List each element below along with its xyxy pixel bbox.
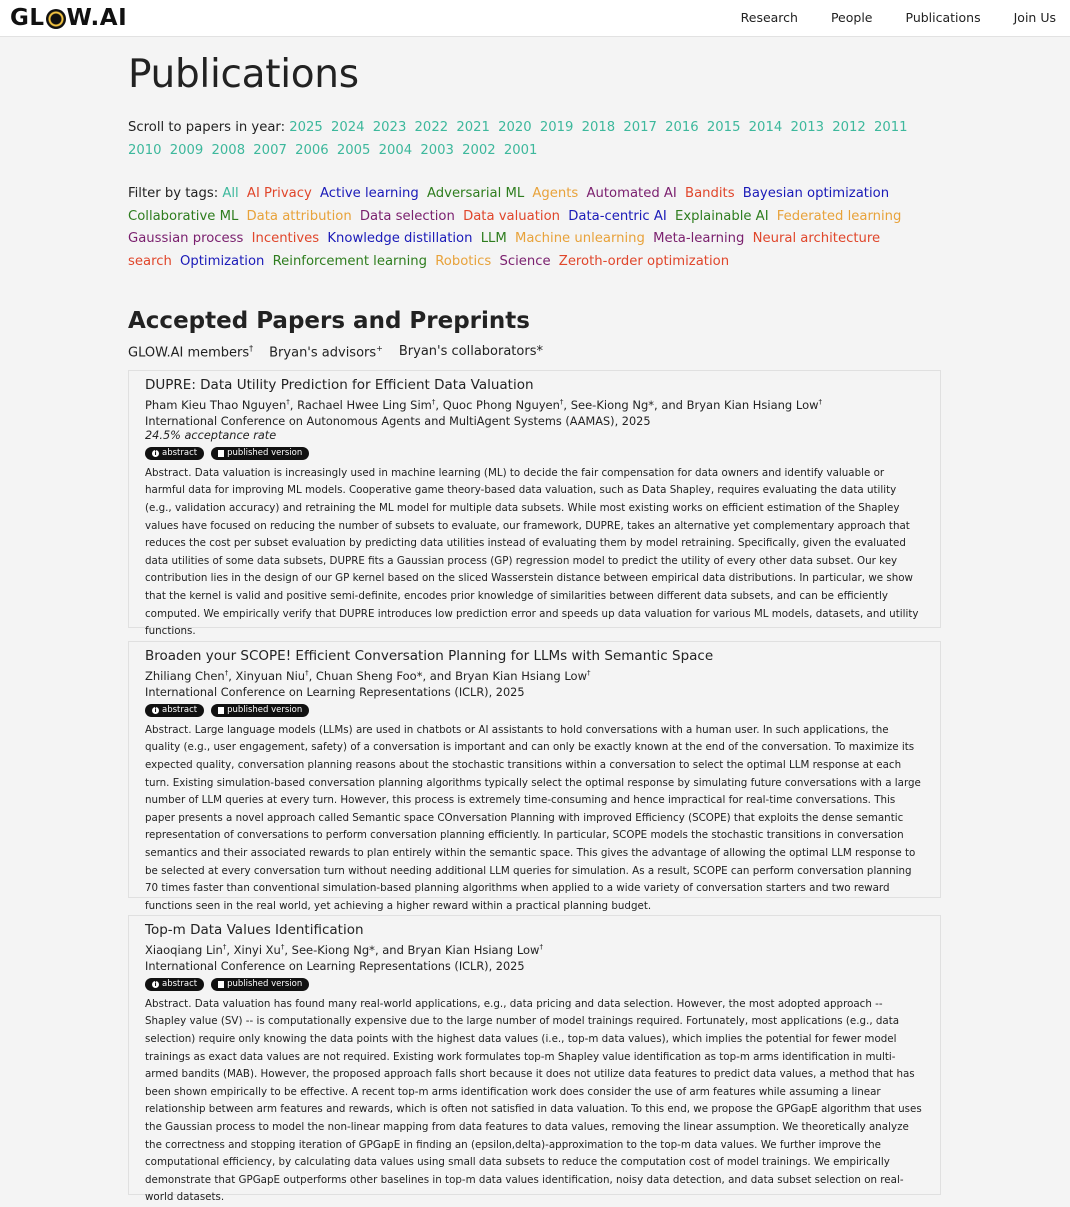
tag-science[interactable]: Science [499, 253, 551, 269]
publication-title: DUPRE: Data Utility Prediction for Efficient Data Valuation [145, 377, 534, 393]
tag-agents[interactable]: Agents [532, 186, 579, 201]
tag-zeroth-order-optimization[interactable]: Zeroth-order optimization [558, 253, 730, 269]
year-link-2023[interactable]: 2023 [372, 120, 407, 135]
author-mark: † [305, 669, 309, 677]
author-name: Zhiliang Chen [145, 668, 225, 683]
author-mark: † [222, 943, 227, 951]
eclipse-logo-icon [46, 9, 66, 29]
tag-incentives[interactable]: Incentives [251, 231, 320, 246]
tag-federated-learning[interactable]: Federated learning [776, 208, 902, 224]
info-icon: i [152, 981, 159, 988]
tag-data-centric-ai[interactable]: Data-centric AI [568, 208, 667, 224]
tag-adversarial-ml[interactable]: Adversarial ML [426, 186, 525, 201]
nav-links [741, 10, 1056, 25]
tag-data-valuation[interactable]: Data valuation [463, 208, 560, 224]
tag-bandits[interactable]: Bandits [685, 186, 735, 201]
year-link-2010[interactable]: 2010 [128, 142, 162, 158]
publication-abstract: Abstract. Large language models (LLMs) are used in chatbots or AI assistants to hold conversations with a human user. In such applications, the quality (e.g., user engagement, safety) of a conversation is important and can only be exactly known at the end of the conversation. To maximize its expected quality, conversation planning reasons about the stochastic transitions within a conversation to select the optimal LLM response at each turn. Existing simulation-based conversation planning algorithms typically select the optimal response by simulating future conversations with a large number of LLM queries at every turn. However, this process is extremely time-consuming and hence impractical for real-time conversations. This paper presents a novel approach called Semantic space COnversation Planning with improved Efficiency (SCOPE) that exploits the dense semantic representation of conversations to perform conversation planning efficiently. In particular, SCOPE models the stochastic transitions in conversation semantics and their associated rewards to plan entirely within the semantic space. This gives the advantage of allowing the optimal LLM response to be selected at every conversation turn without needing additional LLM queries for simulation. As a result, SCOPE can perform conversation planning 70 times faster than conventional simulation-based planning algorithms when applied to a wide variety of conversation starters and two reward functions seen in the real world, yet achieving a higher reward within a practical planning budget. [145, 723, 921, 912]
publication-abstract: Abstract. Data valuation is increasingly used in machine learning (ML) to decide the fair compensation for data owners and identify valuable or harmful data for improving ML models. Cooperative game theory-based data valuation, such as Data Shapley, requires evaluating the data utility (e.g., validation accuracy) and retraining the ML model for multiple data subsets. While most existing works on efficient estimation of the Shapley values have focused on reducing the number of subsets to evaluate, our framework, DUPRE, takes an alternative yet complementary approach that reduces the cost per subset evaluation by predicting data utilities instead of evaluating them by model retraining. Specifically, given the evaluated data utilities of some data subsets, DUPRE fits a Gaussian process (GP) regression model to predict the utility of every other data subset. Our key contribution lies in the design of our GP kernel based on the sliced Wasserstein distance between empirical data distributions. In particular, we show that the kernel is valid and positive semi-definite, encodes prior knowledge of similarities between different data subsets, and can be efficiently computed. We empirically verify that DUPRE introduces low prediction error and speeds up data valuation for various ML models, datasets, and utility functions. [145, 466, 919, 638]
author-name: See-Kiong Ng* [570, 397, 655, 412]
year-link-2018[interactable]: 2018 [581, 120, 616, 135]
year-link-2001[interactable]: 2001 [503, 142, 538, 158]
author-mark: † [286, 398, 290, 406]
author-mark: † [539, 943, 543, 951]
tag-automated-ai[interactable]: Automated AI [586, 186, 677, 201]
glow-ai-logo[interactable] [10, 5, 127, 31]
published-version-label: published version [227, 448, 303, 459]
tag-gaussian-process[interactable]: Gaussian process [128, 231, 244, 246]
year-link-2019[interactable]: 2019 [539, 120, 574, 135]
tag-data-attribution[interactable]: Data attribution [246, 208, 352, 224]
abstract-label: abstract [162, 448, 198, 459]
published-version-label: published version [227, 979, 303, 990]
tag-bayesian-optimization[interactable]: Bayesian optimization [742, 186, 890, 201]
year-link-2008[interactable]: 2008 [211, 142, 246, 158]
publication-authors: Xiaoqiang Lin†, Xinyi Xu†, See-Kiong Ng*, and Bryan Kian Hsiang Low† [145, 942, 543, 957]
year-link-2003[interactable]: 2003 [420, 142, 454, 158]
year-link-2006[interactable]: 2006 [295, 142, 329, 158]
tag-explainable-ai[interactable]: Explainable AI [674, 208, 769, 224]
tag-ai-privacy[interactable]: AI Privacy [246, 186, 312, 201]
info-icon: i [152, 707, 159, 714]
tag-active-learning[interactable]: Active learning [319, 186, 419, 201]
year-link-2022[interactable]: 2022 [414, 120, 449, 135]
filter-label: Filter by tags: [128, 186, 219, 201]
author-mark: † [431, 398, 436, 406]
page-title: Publications [128, 52, 359, 97]
year-link-2013[interactable]: 2013 [790, 120, 824, 135]
author-name: Rachael Hwee Ling Sim [297, 397, 432, 412]
published-version-button[interactable] [211, 978, 309, 991]
info-icon: i [152, 450, 159, 457]
published-version-button[interactable] [211, 704, 309, 717]
nav-link-join-us[interactable]: Join Us [1013, 10, 1056, 25]
abstract-label: abstract [162, 705, 198, 716]
nav-link-publications[interactable]: Publications [905, 10, 981, 25]
author-name: Chuan Sheng Foo* [315, 668, 423, 683]
tag-llm[interactable]: LLM [480, 231, 507, 246]
year-link-2009[interactable]: 2009 [169, 142, 204, 158]
book-icon [218, 450, 224, 457]
publication-title: Top-m Data Values Identification [145, 922, 364, 938]
year-link-2021[interactable]: 2021 [456, 120, 490, 135]
publication-badges [145, 447, 924, 460]
year-link-2007[interactable]: 2007 [253, 142, 287, 158]
author-name: Pham Kieu Thao Nguyen [145, 397, 287, 412]
abstract-label: abstract [162, 979, 198, 990]
tag-optimization[interactable]: Optimization [180, 253, 265, 269]
author-mark: † [559, 398, 564, 406]
author-name: Bryan Kian Hsiang Low [407, 942, 540, 957]
nav-link-research[interactable]: Research [740, 10, 798, 25]
publication-badges [145, 978, 924, 991]
abstract-button[interactable] [145, 978, 204, 991]
tag-filter [128, 183, 928, 273]
publication-card [128, 915, 941, 1204]
author-mark: † [280, 943, 285, 951]
year-scroll-links [128, 117, 942, 162]
legend-advisors: Bryan's advisors+ [269, 344, 383, 361]
logo-text-left: GL [10, 5, 45, 31]
year-link-2011[interactable]: 2011 [873, 120, 908, 135]
publication-authors: Pham Kieu Thao Nguyen†, Rachael Hwee Ling Sim†, Quoc Phong Nguyen†, See-Kiong Ng*, and Bryan Kian Hsiang Low† [145, 397, 823, 412]
author-name: Xiaoqiang Lin [145, 942, 223, 957]
book-icon [218, 707, 224, 714]
publication-badges [145, 704, 924, 717]
publication-title: Broaden your SCOPE! Efficient Conversation Planning for LLMs with Semantic Space [145, 648, 714, 664]
year-link-2016[interactable]: 2016 [665, 120, 699, 135]
year-link-2004[interactable]: 2004 [378, 142, 413, 158]
year-link-2025[interactable]: 2025 [289, 120, 323, 135]
tag-collaborative-ml[interactable]: Collaborative ML [128, 208, 239, 224]
legend-collaborators: Bryan's collaborators* [398, 344, 543, 359]
author-name: Quoc Phong Nguyen [442, 397, 560, 412]
tag-meta-learning[interactable]: Meta-learning [653, 231, 745, 246]
author-mark: † [586, 669, 591, 677]
publication-venue: International Conference on Learning Representations (ICLR), 2025 [145, 959, 525, 973]
tag-data-selection[interactable]: Data selection [359, 208, 455, 224]
author-name: Bryan Kian Hsiang Low [686, 397, 819, 412]
abstract-button[interactable] [145, 447, 204, 460]
publication-authors: Zhiliang Chen†, Xinyuan Niu†, Chuan Sheng Foo*, and Bryan Kian Hsiang Low† [145, 668, 591, 683]
published-version-button[interactable] [211, 447, 309, 460]
year-link-2012[interactable]: 2012 [832, 120, 866, 135]
tag-machine-unlearning[interactable]: Machine unlearning [514, 231, 645, 246]
author-name: Bryan Kian Hsiang Low [455, 668, 587, 683]
publication-venue: International Conference on Learning Representations (ICLR), 2025 [145, 685, 525, 699]
tag-robotics[interactable]: Robotics [435, 253, 492, 269]
navbar [0, 0, 1070, 37]
book-icon [218, 981, 224, 988]
publication-card [128, 370, 941, 638]
nav-link-people[interactable]: People [830, 10, 873, 25]
year-link-2020[interactable]: 2020 [498, 120, 532, 135]
year-link-2017[interactable]: 2017 [623, 120, 657, 135]
year-link-2024[interactable]: 2024 [331, 120, 365, 135]
tag-all[interactable]: All [222, 186, 239, 201]
scroll-label: Scroll to papers in year: [128, 120, 286, 135]
tag-reinforcement-learning[interactable]: Reinforcement learning [272, 253, 427, 269]
legend-members: GLOW.AI members† [128, 344, 254, 361]
year-link-2015[interactable]: 2015 [706, 120, 741, 135]
author-legend [128, 344, 543, 360]
year-link-2014[interactable]: 2014 [748, 120, 783, 135]
section-title: Accepted Papers and Preprints [128, 308, 530, 334]
publication-abstract: Abstract. Data valuation has found many real-world applications, e.g., data pricing and data selection. However, the most adopted approach -- Shapley value (SV) -- is computationally expensive due to the large number of model trainings required. Fortunately, most applications (e.g., data selection) require only knowing the data points with the highest data values (i.e., top-m data values), which implies the potential for fewer model trainings as exact data values are not required. Existing work formulates top-m Shapley value identification as top-m arms identification in multi-armed bandits (MAB). However, the proposed approach falls short because it does not utilize data features to predict data values, a method that has been shown empirically to be effective. A recent top-m arms identification work does consider the use of arm features while assuming a linear relationship between arm features and rewards, which is often not satisfied in data valuation. To this end, we propose the GPGapE algorithm that uses the Gaussian process to model the non-linear mapping from data features to data values, removing the linear assumption. We theoretically analyze the correctness and stopping iteration of GPGapE in finding an (epsilon,delta)-approximation to the top-m data values. We further improve the computational efficiency, by calculating data values using small data subsets to reduce the computation cost of model trainings. We empirically demonstrate that GPGapE outperforms other baselines in top-m data values identification, noisy data detection, and data subset selection on real-world datasets. [145, 997, 922, 1204]
year-link-2005[interactable]: 2005 [336, 142, 371, 158]
tag-neural-architecture-search[interactable]: Neural architecture search [128, 231, 881, 269]
author-mark: † [818, 398, 823, 406]
published-version-label: published version [227, 705, 303, 716]
tag-knowledge-distillation[interactable]: Knowledge distillation [327, 231, 473, 246]
author-mark: † [224, 669, 229, 677]
author-name: Xinyuan Niu [235, 668, 306, 683]
abstract-button[interactable] [145, 704, 204, 717]
year-link-2002[interactable]: 2002 [462, 142, 496, 158]
publication-note: 24.5% acceptance rate [145, 428, 277, 442]
author-name: Xinyi Xu [233, 942, 281, 957]
author-name: See-Kiong Ng* [291, 942, 375, 957]
logo-text-right: W.AI [66, 5, 128, 31]
publication-card [128, 641, 941, 912]
publication-venue: International Conference on Autonomous Agents and MultiAgent Systems (AAMAS), 2025 [145, 414, 651, 428]
